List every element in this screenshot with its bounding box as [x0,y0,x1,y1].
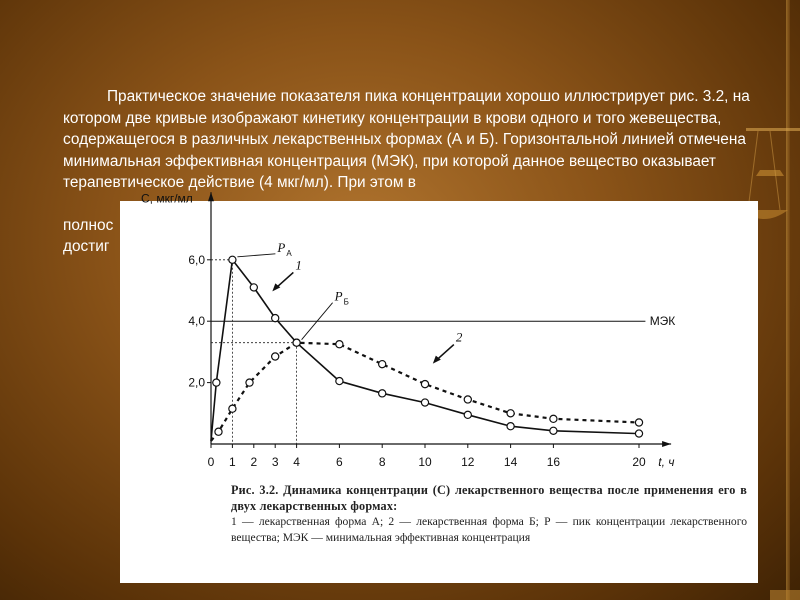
paragraph-line-7: достиг [63,238,110,255]
series-1-point [635,430,642,437]
caption-legend: 1 — лекарственная форма А; 2 — лекарственная форма Б; Р — пик концентрации лекарственного вещества; МЭК — минимальная эффективная концентрация [231,515,747,544]
series-1-point [421,399,428,406]
y-axis-label: C, мкг/мл [141,191,193,206]
series-1-point [336,377,343,384]
concentration-chart [120,191,758,491]
x-tick-label: 8 [378,455,386,469]
intro-paragraph: Практическое значение показателя пика концентрации хорошо иллюстрирует рис. 3.2, на котором две кривые изображают кинетику концентрации в крови одного и того жевещества, содержащегося в различных лекарственных формах (А и Б). Горизонтальной линией отмечена минимальная эффективная концентрация (МЭК), при которой данное вещество оказывает терапевтическое действие (4 мкг/мл). При этом в [63,88,750,191]
series-1-point [550,427,557,434]
series-1-point [507,423,514,430]
series-2-point [215,428,222,435]
curve-label-1: 1 [295,257,302,273]
series-2-point [246,379,253,386]
caption-title: Рис. 3.2. Динамика концентрации (С) лекарственного вещества после применения его в двух лекарственных формах: [231,483,747,513]
peak-label-sub-А: А [286,248,292,258]
x-tick-label: 20 [632,455,646,469]
series-2-point [635,419,642,426]
y-tick-label: 6,0 [188,252,205,267]
series-2-point [550,415,557,422]
x-tick-label: 16 [546,455,561,469]
x-tick-label: 14 [503,455,518,469]
x-tick-label: 4 [293,455,300,469]
series-2-point [379,361,386,368]
series-1-point [272,315,279,322]
curve-label-2: 2 [455,329,463,345]
series-2-point [229,405,236,412]
x-tick-label: 3 [271,455,279,469]
peak-label-sub-Б: Б [343,297,349,307]
x-axis-arrow [662,441,671,447]
x-tick-label: 12 [461,455,475,469]
series-2-point [421,381,428,388]
y-axis-arrow [208,192,214,201]
x-tick-label: 0 [207,455,215,469]
series-2-point [272,353,279,360]
series-1-point [379,390,386,397]
series-1-point [229,256,236,263]
peak-arrow-А [237,254,275,257]
series-1-point [213,379,220,386]
chart-labels [237,240,462,364]
figure-3-2 [120,191,758,583]
series-2-point [293,339,300,346]
x-tick-label: 2 [250,455,258,469]
series-1-point [250,284,257,291]
figure-caption [231,483,747,545]
y-tick-label: 2,0 [188,375,205,390]
series-2-point [464,396,471,403]
y-tick-label: 4,0 [188,314,205,329]
series-1-point [464,411,471,418]
peak-label-А: Р [277,239,286,255]
x-tick-label: 10 [418,455,432,469]
series-2-point [507,410,514,417]
peak-label-Б: Р [334,288,343,304]
x-tick-label: 1 [229,455,236,469]
paragraph-line-6: полнос [63,217,114,234]
x-tick-label: 6 [336,455,343,469]
x-axis-label: t, ч [658,455,675,469]
series-2-point [336,341,343,348]
mek-label: МЭК [649,314,676,329]
